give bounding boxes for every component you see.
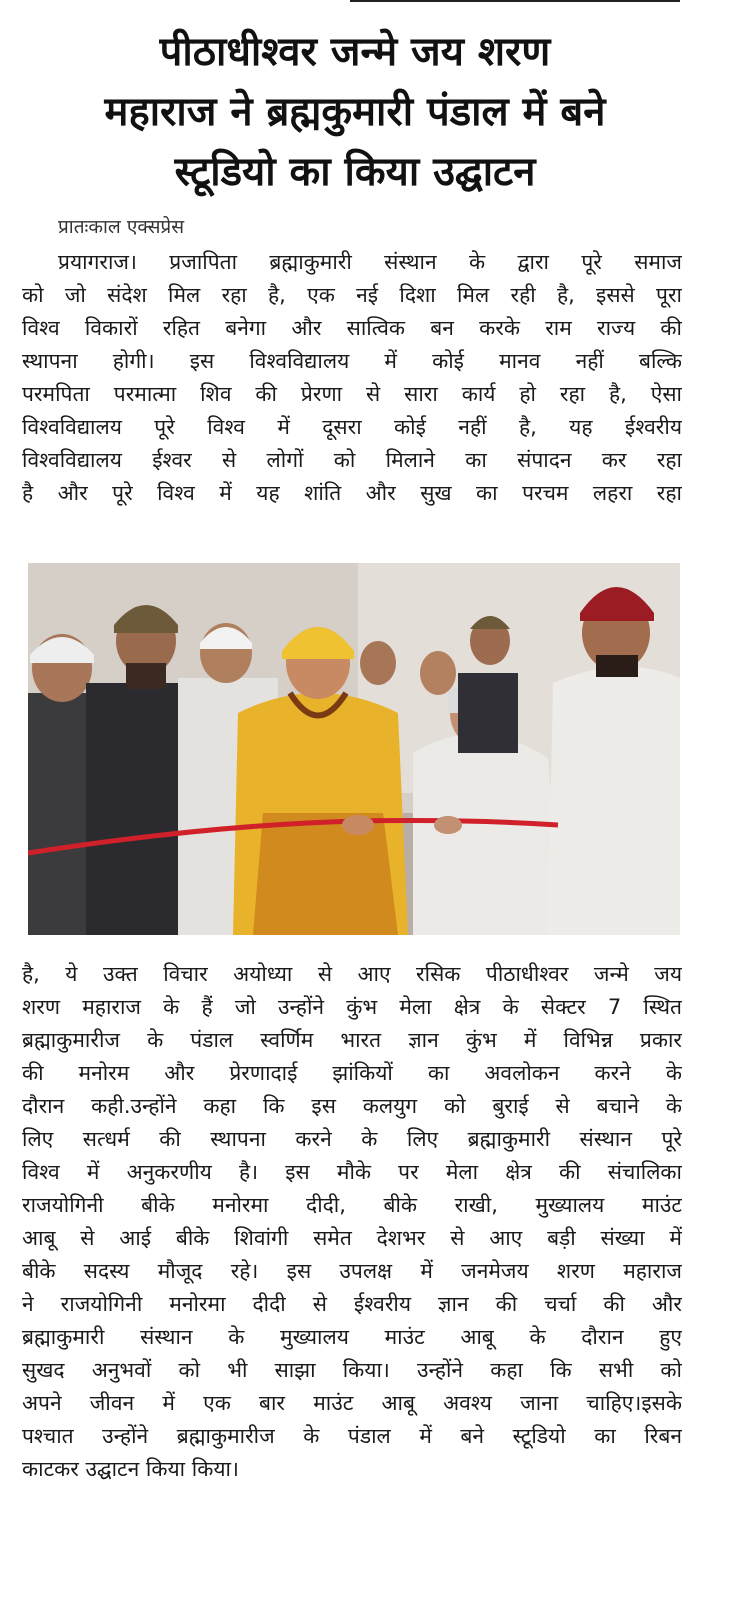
body-line: शरण महाराज के हैं जो उन्होंने कुंभ मेला क्षेत्र के सेक्टर 7 स्थित [22, 995, 682, 1019]
body-line: विश्वविद्यालय पूरे विश्व में दूसरा कोई नहीं है, यह ईश्वरीय [22, 415, 682, 439]
headline-line-1: पीठाधीश्वर जन्मे जय शरण [159, 29, 551, 75]
body-line: विश्व में अनुकरणीय है। इस मौके पर मेला क्षेत्र की संचालिका [22, 1160, 682, 1184]
body-line: प्रयागराज। प्रजापिता ब्रह्माकुमारी संस्थान के द्वारा पूरे समाज [58, 250, 682, 274]
headline-line-2: महाराज ने ब्रह्मकुमारी पंडाल में बने [104, 89, 606, 135]
hands-cutting [342, 815, 374, 835]
news-photo [28, 563, 680, 935]
body-line: ने राजयोगिनी मनोरमा दीदी से ईश्वरीय ज्ञान की चर्चा की और [22, 1292, 682, 1316]
body-line: परमपिता परमात्मा शिव की प्रेरणा से सारा कार्य हो रहा है, ऐसा [22, 382, 682, 406]
photo-illustration [28, 563, 680, 935]
body-line: की मनोरम और प्रेरणादाई झांकियों का अवलोकन करने के [22, 1061, 682, 1085]
person-far-left [28, 634, 94, 935]
body-line: ब्रह्माकुमारीज के पंडाल स्वर्णिम भारत ज्ञान कुंभ में विभिन्न प्रकार [22, 1028, 682, 1052]
body-line: लिए सत्धर्म की स्थापना करने के लिए ब्रह्माकुमारी संस्थान पूरे [22, 1127, 682, 1151]
headline [20, 22, 690, 202]
body-line: अपने जीवन में एक बार माउंट आबू अवश्य जाना चाहिए।इसके [22, 1391, 682, 1415]
body-line: बीके सदस्य मौजूद रहे। इस उपलक्ष में जनमेजय शरण महाराज [22, 1259, 682, 1283]
body-line: आबू से आई बीके शिवांगी समेत देशभर से आए बड़ी संख्या में [22, 1226, 682, 1250]
body-line: विश्वविद्यालय ईश्वर से लोगों को मिलाने का संपादन कर रहा [22, 448, 682, 472]
body-line: है और पूरे विश्व में यह शांति और सुख का परचम लहरा रहा [22, 481, 682, 505]
body-line: काटकर उद्घाटन किया किया। [22, 1457, 239, 1481]
body-line: पश्चात उन्होंने ब्रह्माकुमारीज के पंडाल में बने स्टूडियो का रिबन [22, 1424, 682, 1448]
top-rule [350, 0, 680, 2]
body-line: विश्व विकारों रहित बनेगा और सात्विक बन करके राम राज्य की [22, 316, 682, 340]
headline-line-3: स्टूडियो का किया उद्घाटन [174, 149, 536, 195]
paragraph-1 [22, 246, 682, 510]
body-line: को जो संदेश मिल रहा है, एक नई दिशा मिल रही है, इससे पूरा [22, 283, 682, 307]
body-line: दौरान कही.उन्होंने कहा कि इस कलयुग को बुराई से बचाने के [22, 1094, 682, 1118]
body-line: सुखद अनुभवों को भी साझा किया। उन्होंने कहा कि सभी को [22, 1358, 682, 1382]
body-line: स्थापना होगी। इस विश्वविद्यालय में कोई मानव नहीं बल्कि [22, 349, 682, 373]
byline: प्रातःकाल एक्सप्रेस [58, 216, 185, 238]
body-line: राजयोगिनी बीके मनोरमा दीदी, बीके राखी, मुख्यालय माउंट [22, 1193, 682, 1217]
body-line: है, ये उक्त विचार अयोध्या से आए रसिक पीठाधीश्वर जन्मे जय [22, 962, 682, 986]
paragraph-2 [22, 958, 682, 1486]
hands-holding [434, 816, 462, 834]
body-line: ब्रह्माकुमारी संस्थान के मुख्यालय माउंट आबू के दौरान हुए [22, 1325, 682, 1349]
